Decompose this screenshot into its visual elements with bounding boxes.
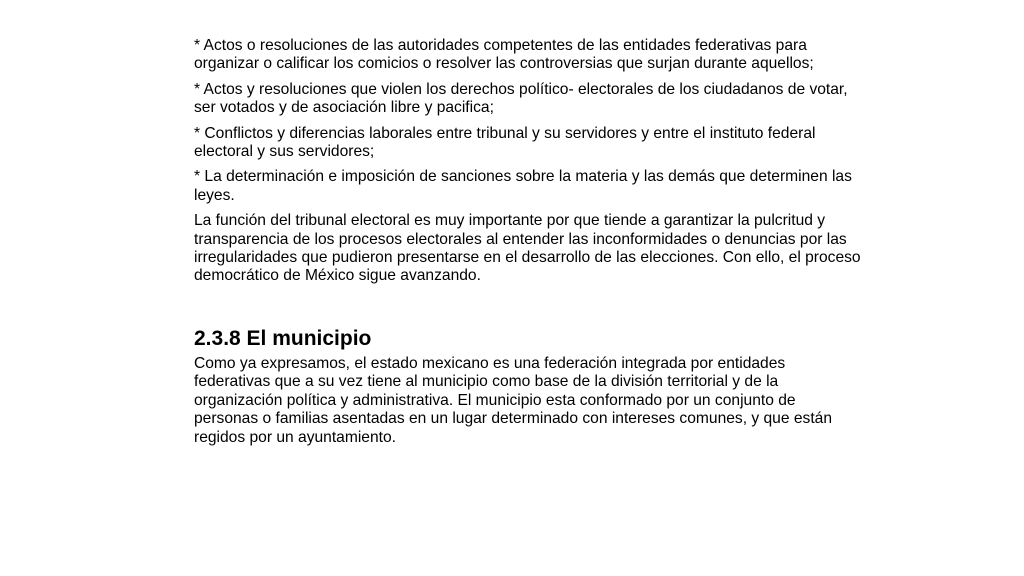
bullet-actos-autoridades: * Actos o resoluciones de las autoridades competentes de las entidades federativas para organizar o calificar los comicios o resolver las controversias que surjan durante aquellos;: [194, 37, 814, 73]
paragraph-funcion-tribunal: La función del tribunal electoral es muy importante por que tiende a garantizar la pulcritud y transparencia de los procesos electorales al entender las inconformidades o denuncias por las irregularidades que pudieron presentarse en el desarrollo de las elecciones. Con ello, el proceso democrático de México sigue avanzando.: [194, 212, 861, 285]
paragraph-municipio: Como ya expresamos, el estado mexicano es una federación integrada por entidades federativas que a su vez tiene al municipio como base de la división territorial y de la organización política y administrativa. El municipio esta conformado por un conjunto de personas o familias asentadas en un lugar determinado con intereses comunes, y que están regidos por un ayuntamiento.: [194, 354, 832, 446]
bullet-conflictos-laborales: * Conflictos y diferencias laborales entre tribunal y su servidores y entre el instituto federal electoral y sus servidores;: [194, 124, 816, 161]
section-heading: 2.3.8 El municipio: [194, 326, 372, 350]
slide-text-body: [194, 37, 864, 454]
bullet-derechos-politico-electorales: * Actos y resoluciones que violen los derechos político- electorales de los ciudadanos de votar, ser votados y de asociación libre y pacifica;: [194, 80, 848, 117]
bullet-sanciones: * La determinación e imposición de sanciones sobre la materia y las demás que determinen las leyes.: [194, 168, 852, 204]
